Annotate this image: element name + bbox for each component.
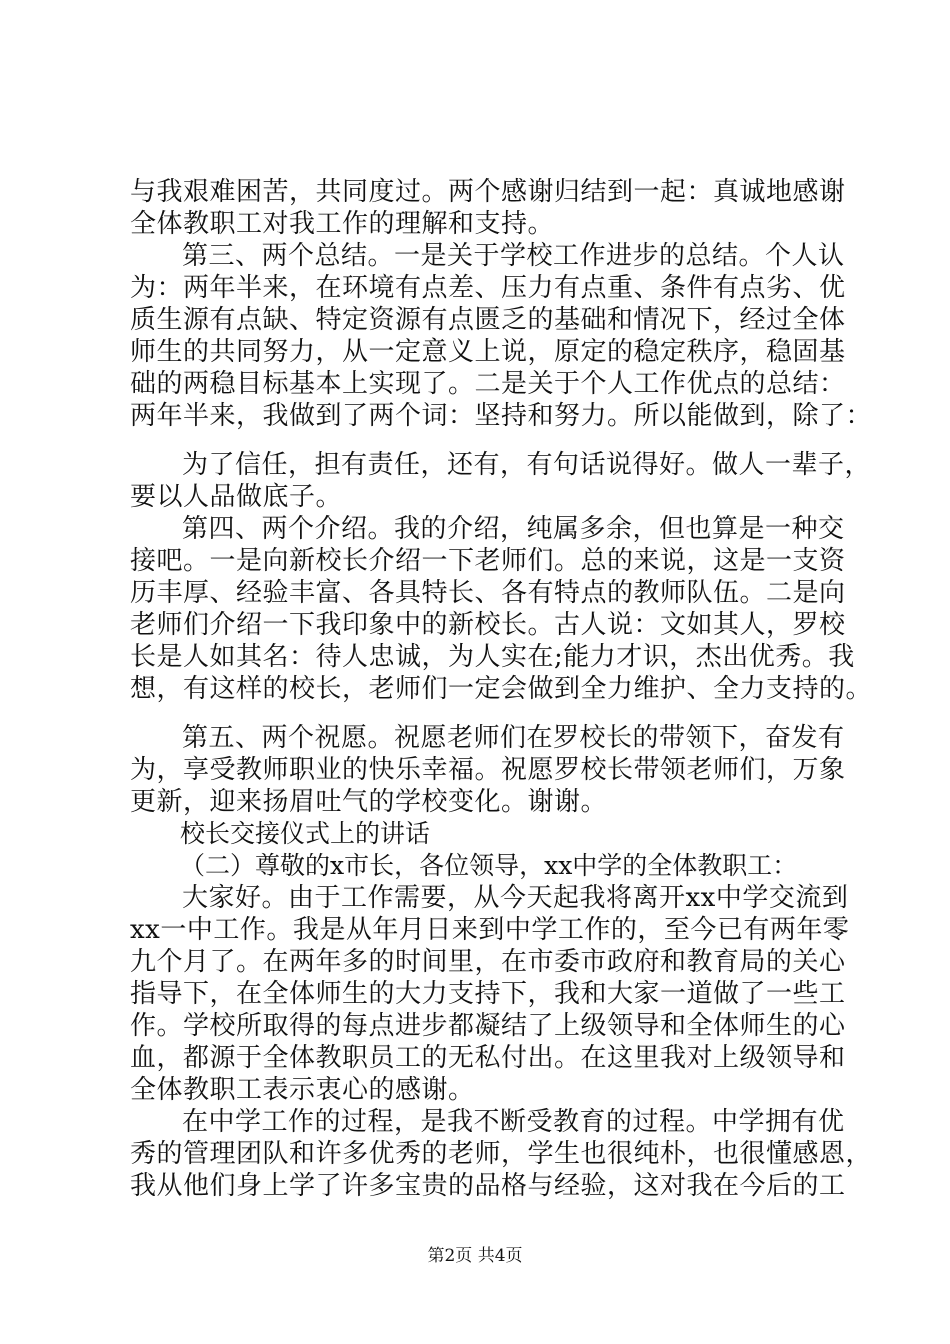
section-title: 校长交接仪式上的讲话 [180, 819, 431, 848]
text-line: 与我艰难困苦，共同度过。两个感谢归结到一起：真诚地感谢 [130, 177, 846, 207]
text-line: 为：两年半来，在环境有点差、压力有点重、条件有点劣、优 [130, 273, 846, 303]
text-line: 两年半来，我做到了两个词：坚持和努力。所以能做到，除了： [130, 401, 873, 431]
text-line: 想，有这样的校长，老师们一定会做到全力维护、全力支持的。 [130, 674, 873, 704]
text-line: 第三、两个总结。一是关于学校工作进步的总结。个人认 [182, 241, 845, 271]
text-line: 血，都源于全体教职员工的无私付出。在这里我对上级领导和 [130, 1043, 846, 1073]
text-line: 全体教职工表示衷心的感谢。 [130, 1075, 475, 1105]
text-line: 全体教职工对我工作的理解和支持。 [130, 209, 555, 239]
text-line: 秀的管理团队和许多优秀的老师，学生也很纯朴，也很懂感恩， [130, 1139, 873, 1169]
text-line: 指导下，在全体师生的大力支持下，我和大家一道做了一些工 [130, 979, 846, 1009]
text-line: 第四、两个介绍。我的介绍，纯属多余，但也算是一种交 [182, 514, 845, 544]
text-line: 我从他们身上学了许多宝贵的品格与经验，这对我在今后的工 [130, 1171, 846, 1201]
text-line: 长是人如其名：待人忠诚，为人实在;能力才识，杰出优秀。我 [130, 642, 855, 672]
text-line: 在中学工作的过程，是我不断受教育的过程。中学拥有优 [182, 1107, 845, 1137]
text-line: 历丰厚、经验丰富、各具特长、各有特点的教师队伍。二是向 [130, 578, 846, 608]
text-line: （二）尊敬的x市长，各位领导，xx中学的全体教职工： [180, 851, 798, 880]
text-line: xx一中工作。我是从年月日来到中学工作的，至今已有两年零 [130, 915, 850, 945]
text-line: 九个月了。在两年多的时间里，在市委市政府和教育局的关心 [130, 947, 846, 977]
text-line: 质生源有点缺、特定资源有点匮乏的基础和情况下，经过全体 [130, 305, 846, 335]
text-line: 老师们介绍一下我印象中的新校长。古人说：文如其人，罗校 [130, 610, 846, 640]
text-line: 为了信任，担有责任，还有，有句话说得好。做人一辈子， [182, 450, 872, 480]
page-number-footer: 第2页 共4页 [427, 1246, 523, 1266]
text-line: 要以人品做底子。 [130, 482, 343, 512]
text-line: 大家好。由于工作需要，从今天起我将离开xx中学交流到 [182, 883, 849, 913]
text-line: 接吧。一是向新校长介绍一下老师们。总的来说，这是一支资 [130, 546, 846, 576]
text-line: 第五、两个祝愿。祝愿老师们在罗校长的带领下，奋发有 [182, 723, 845, 753]
text-line: 为，享受教师职业的快乐幸福。祝愿罗校长带领老师们，万象 [130, 755, 846, 785]
text-line: 师生的共同努力，从一定意义上说，原定的稳定秩序，稳固基 [130, 337, 846, 367]
text-line: 作。学校所取得的每点进步都凝结了上级领导和全体师生的心 [130, 1011, 846, 1041]
text-line: 更新，迎来扬眉吐气的学校变化。谢谢。 [130, 787, 608, 817]
text-line: 础的两稳目标基本上实现了。二是关于个人工作优点的总结： [130, 369, 846, 399]
